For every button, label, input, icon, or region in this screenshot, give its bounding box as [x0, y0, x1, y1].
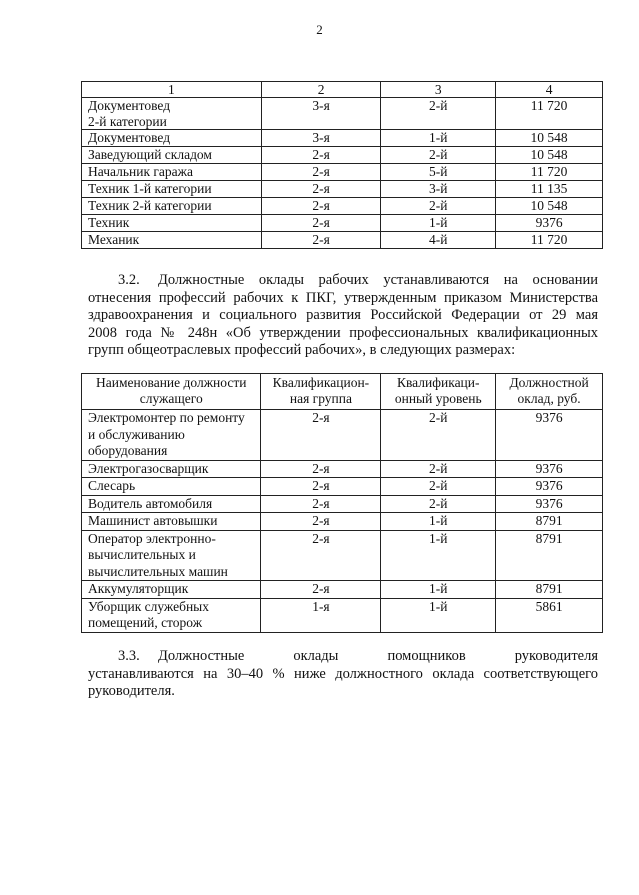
column-header-group	[261, 374, 381, 410]
table-header-row	[82, 82, 603, 98]
worker-salary-table	[81, 373, 603, 633]
paragraph-line: отнесения профессий рабочих к ПКГ, утвержденным приказом Министерства	[88, 289, 598, 306]
position-line: Уборщик служебных	[88, 598, 209, 614]
level-cell: 1-й	[381, 581, 496, 599]
page-number: 2	[316, 22, 323, 37]
column-header: 4	[496, 82, 603, 98]
level-cell: 5-й	[381, 164, 496, 181]
level-cell: 1-й	[381, 130, 496, 147]
header-line: ная группа	[289, 391, 352, 406]
salary-cell: 10 548	[496, 130, 603, 147]
level-cell: 1-й	[381, 598, 496, 632]
level-cell: 2-й	[381, 478, 496, 496]
position-cell	[82, 530, 261, 581]
position-cell: Начальник гаража	[82, 164, 262, 181]
salary-cell: 9376	[496, 460, 603, 478]
position-line: и обслуживанию	[88, 426, 185, 442]
paragraph-line: руководителя.	[88, 683, 175, 699]
paragraph-line: устанавливаются на 30–40 % ниже должностного оклада соответствующего	[88, 665, 598, 682]
column-header: 1	[82, 82, 262, 98]
group-cell: 2-я	[261, 232, 381, 249]
salary-cell: 9376	[496, 215, 603, 232]
group-cell: 2-я	[261, 581, 381, 599]
header-line: Наименование должности	[96, 375, 247, 390]
level-cell: 2-й	[381, 460, 496, 478]
salary-cell: 11 720	[496, 232, 603, 249]
level-cell: 2-й	[381, 198, 496, 215]
paragraph-line	[88, 648, 598, 666]
group-cell: 2-я	[261, 147, 381, 164]
header-line: оклад, руб.	[517, 391, 581, 406]
level-cell: 2-й	[381, 495, 496, 513]
position-line: 2-й категории	[88, 113, 167, 129]
salary-cell: 11 135	[496, 181, 603, 198]
table-row	[82, 410, 603, 461]
header-line: Квалификаци-	[396, 375, 480, 390]
table-row	[82, 147, 603, 164]
column-header: 2	[261, 82, 381, 98]
group-cell: 3-я	[261, 130, 381, 147]
table-row	[82, 495, 603, 513]
position-cell: Техник 1-й категории	[82, 181, 262, 198]
salary-cell: 9376	[496, 410, 603, 461]
salary-cell: 9376	[496, 495, 603, 513]
position-cell: Аккумуляторщик	[82, 581, 261, 599]
salary-cell: 11 720	[496, 164, 603, 181]
group-cell: 2-я	[261, 513, 381, 531]
position-cell: Документовед	[82, 130, 262, 147]
paragraph-line: 2008 года № 248н «Об утверждении профессиональных квалификационных	[88, 324, 598, 341]
table-row	[82, 232, 603, 249]
position-cell	[82, 410, 261, 461]
group-cell: 2-я	[261, 198, 381, 215]
position-line: Документовед	[88, 98, 171, 113]
position-cell: Водитель автомобиля	[82, 495, 261, 513]
table-row	[82, 581, 603, 599]
paragraph-line: здравоохранения и социального развития Российской Федерации от 29 мая	[88, 307, 598, 323]
position-cell: Электрогазосварщик	[82, 460, 261, 478]
table-row	[82, 215, 603, 232]
table-header-row	[82, 374, 603, 410]
salary-cell: 8791	[496, 581, 603, 599]
position-cell: Заведующий складом	[82, 147, 262, 164]
level-cell: 1-й	[381, 530, 496, 581]
table-row	[82, 598, 603, 632]
column-header-position	[82, 374, 261, 410]
table-row	[82, 98, 603, 130]
salary-cell: 10 548	[496, 147, 603, 164]
position-cell	[82, 598, 261, 632]
header-line: Должностной	[509, 375, 589, 390]
table-row	[82, 530, 603, 581]
group-cell: 1-я	[261, 598, 381, 632]
header-line: Квалификацион-	[272, 375, 370, 390]
column-header-level	[381, 374, 496, 410]
level-cell: 2-й	[381, 98, 496, 130]
column-header: 3	[381, 82, 496, 98]
group-cell: 2-я	[261, 410, 381, 461]
position-cell: Техник	[82, 215, 262, 232]
paragraph-number: 3.2.	[118, 272, 140, 288]
table-row	[82, 460, 603, 478]
position-line: Электромонтер по ремонту	[88, 410, 245, 425]
table-row	[82, 198, 603, 215]
paragraph-line	[88, 272, 598, 290]
level-cell: 2-й	[381, 147, 496, 164]
header-line: служащего	[139, 391, 203, 406]
position-line: вычислительных машин	[88, 563, 228, 579]
group-cell: 2-я	[261, 478, 381, 496]
paragraph-text: Должностные оклады помощников руководителя	[158, 648, 598, 664]
position-cell: Техник 2-й категории	[82, 198, 262, 215]
paragraph-text: Должностные оклады рабочих устанавливаются на основании	[158, 272, 598, 288]
header-line: онный уровень	[394, 391, 482, 406]
level-cell: 2-й	[381, 410, 496, 461]
column-header-salary	[496, 374, 603, 410]
group-cell: 2-я	[261, 530, 381, 581]
level-cell: 3-й	[381, 181, 496, 198]
position-cell: Слесарь	[82, 478, 261, 496]
paragraph-line: групп общеотраслевых профессий рабочих», в следующих размерах:	[88, 342, 516, 358]
position-cell: Механик	[82, 232, 262, 249]
position-line: оборудования	[88, 443, 168, 458]
table-row	[82, 513, 603, 531]
level-cell: 4-й	[381, 232, 496, 249]
group-cell: 3-я	[261, 98, 381, 130]
table-row	[82, 478, 603, 496]
salary-cell: 8791	[496, 513, 603, 531]
salary-cell: 8791	[496, 530, 603, 581]
group-cell: 2-я	[261, 460, 381, 478]
paragraph-number: 3.3.	[118, 648, 140, 664]
paragraph-3-2	[88, 272, 598, 360]
position-line: Оператор электронно-	[88, 530, 216, 546]
position-line: вычислительных и	[88, 547, 196, 562]
salary-cell: 5861	[496, 598, 603, 632]
table-row	[82, 130, 603, 147]
salary-cell: 11 720	[496, 98, 603, 130]
level-cell: 1-й	[381, 513, 496, 531]
group-cell: 2-я	[261, 181, 381, 198]
salary-cell: 10 548	[496, 198, 603, 215]
paragraph-3-3	[88, 648, 598, 701]
table-row	[82, 164, 603, 181]
position-line: помещений, сторож	[88, 615, 203, 630]
position-cell: Машинист автовышки	[82, 513, 261, 531]
position-cell	[82, 98, 262, 130]
level-cell: 1-й	[381, 215, 496, 232]
group-cell: 2-я	[261, 495, 381, 513]
table-row	[82, 181, 603, 198]
group-cell: 2-я	[261, 164, 381, 181]
group-cell: 2-я	[261, 215, 381, 232]
salary-cell: 9376	[496, 478, 603, 496]
staff-salary-table-continued	[81, 81, 603, 249]
